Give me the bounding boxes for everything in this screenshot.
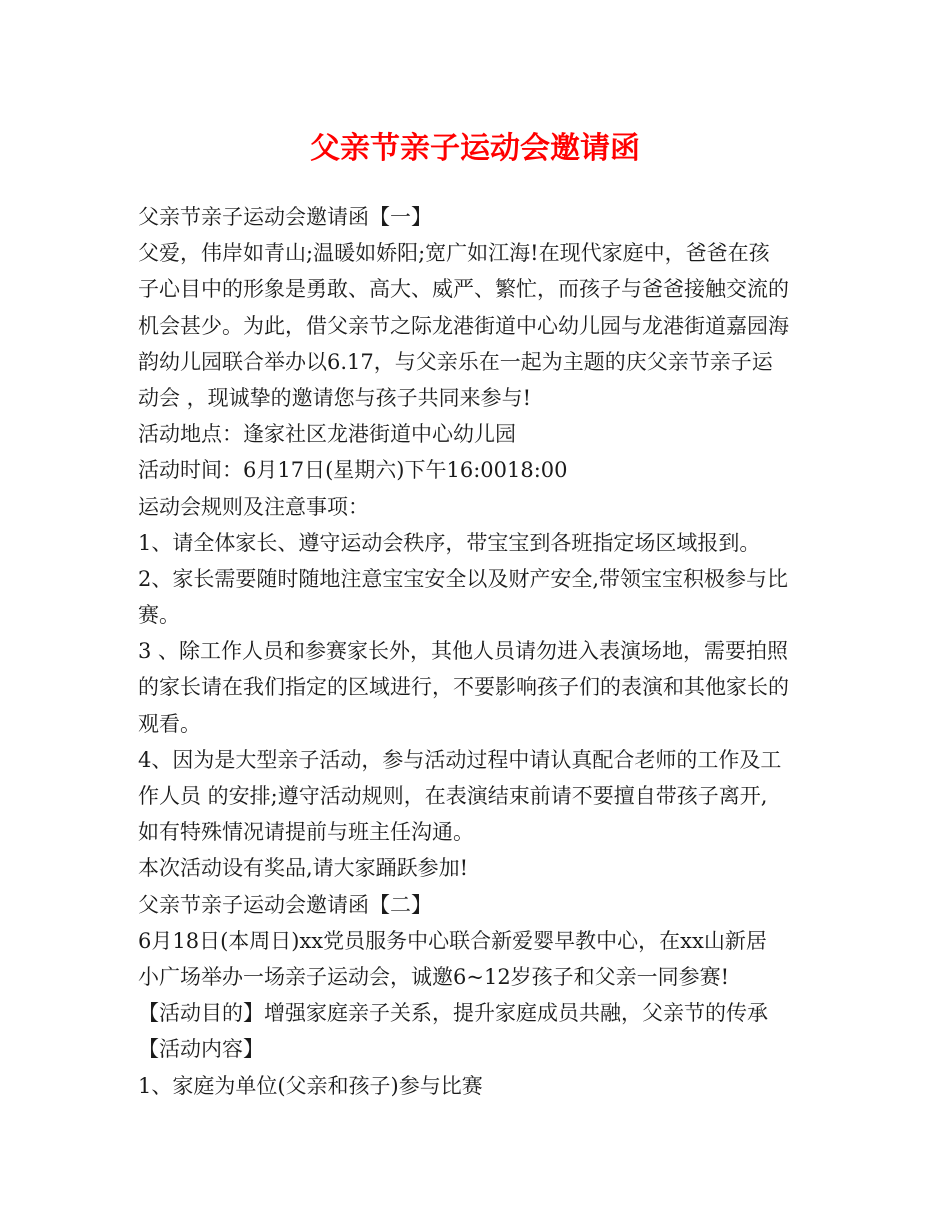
rule-item: 3 、除工作人员和参赛家长外，其他人员请勿进入表演场地，需要拍照 xyxy=(138,639,789,664)
event-location: 活动地点：逢家社区龙港街道中心幼儿园 xyxy=(138,422,516,447)
paragraph-line: 6月18日(本周日)xx党员服务中心联合新爱婴早教中心，在xx山新居 xyxy=(138,928,767,953)
prize-note: 本次活动设有奖品,请大家踊跃参加! xyxy=(138,856,469,881)
activity-content-heading: 【活动内容】 xyxy=(138,1037,264,1062)
document-body xyxy=(138,199,828,1104)
rule-item: 1、请全体家长、遵守运动会秩序，带宝宝到各班指定场区域报到。 xyxy=(138,530,761,555)
rule-item: 如有特殊情况请提前与班主任沟通。 xyxy=(138,820,474,845)
paragraph-line: 机会甚少。为此，借父亲节之际龙港街道中心幼儿园与龙港街道嘉园海 xyxy=(138,313,789,338)
paragraph-line: 小广场举办一场亲子运动会，诚邀6~12岁孩子和父亲一同参赛! xyxy=(138,964,730,989)
section-heading-one: 父亲节亲子运动会邀请函【一】 xyxy=(138,205,432,229)
rule-item: 赛。 xyxy=(138,603,180,628)
section-heading-two: 父亲节亲子运动会邀请函【二】 xyxy=(138,892,432,917)
paragraph-line: 父爱，伟岸如青山;温暖如娇阳;宽广如江海!在现代家庭中，爸爸在孩 xyxy=(138,241,770,266)
paragraph-line: 动会 ，现诚挚的邀请您与孩子共同来参与! xyxy=(138,385,532,410)
document-title: 父亲节亲子运动会邀请函 xyxy=(310,131,640,166)
paragraph-line: 子心目中的形象是勇敢、高大、威严、繁忙，而孩子与爸爸接触交流的 xyxy=(138,277,789,302)
event-time: 活动时间：6月17日(星期六)下午16:0018:00 xyxy=(138,458,568,483)
rules-heading: 运动会规则及注意事项： xyxy=(138,494,369,519)
rule-item: 的家长请在我们指定的区域进行，不要影响孩子们的表演和其他家长的 xyxy=(138,675,789,700)
rule-item: 作人员 的安排;遵守活动规则，在表演结束前请不要擅自带孩子离开, xyxy=(138,784,768,808)
rule-item: 观看。 xyxy=(138,711,201,736)
paragraph-line: 韵幼儿园联合举办以6.17，与父亲乐在一起为主题的庆父亲节亲子运 xyxy=(138,349,773,374)
activity-content-item: 1、家庭为单位(父亲和孩子)参与比赛 xyxy=(138,1073,483,1098)
activity-purpose: 【活动目的】增强家庭亲子关系，提升家庭成员共融，父亲节的传承 xyxy=(138,1001,768,1026)
rule-item: 4、因为是大型亲子活动，参与活动过程中请认真配合老师的工作及工 xyxy=(138,747,782,772)
rule-item: 2、家长需要随时随地注意宝宝安全以及财产安全,带领宝宝积极参与比 xyxy=(138,566,789,591)
